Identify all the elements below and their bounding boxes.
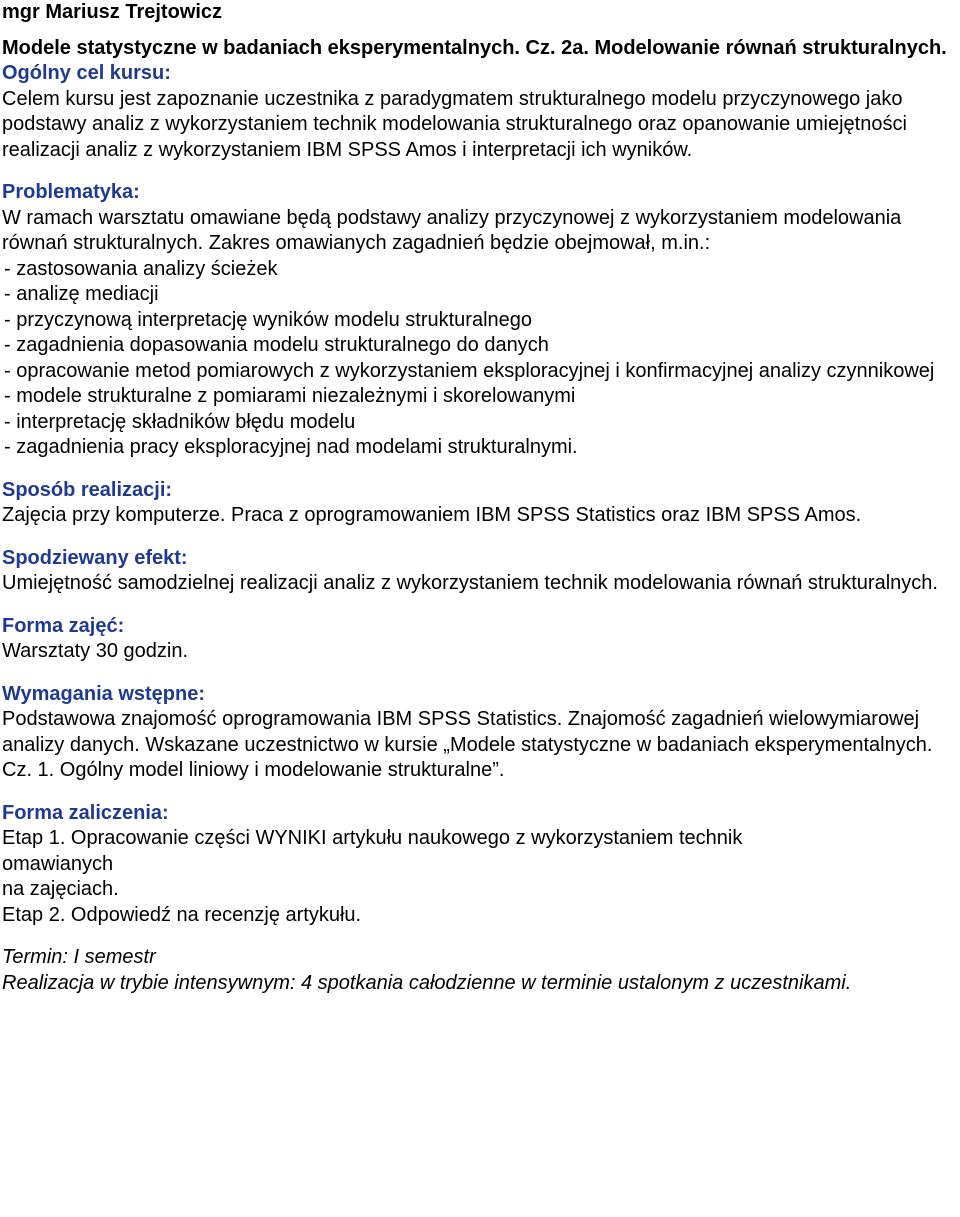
list-item: - analizę mediacji: [4, 283, 159, 305]
section-requirements: [2, 682, 960, 784]
goal-text: Celem kursu jest zapoznanie uczestnika z paradygmatem strukturalnego modelu przyczynowego jako podstawy analiz z wykorzystaniem technik modelowania strukturalnego oraz opanowanie umiejętności realizacji analiz z wykorzystaniem IBM SPSS Amos i interpretacji ich wyników.: [2, 87, 907, 161]
assessment-stage1-line3: na zajęciach.: [2, 878, 119, 900]
section-problems: [2, 180, 960, 461]
section-form: [2, 614, 960, 665]
schedule-term: Termin: I semestr: [2, 946, 156, 968]
section-schedule: [2, 945, 960, 996]
problems-heading: Problematyka:: [2, 181, 140, 203]
assessment-stage2: Etap 2. Odpowiedź na recenzję artykułu.: [2, 903, 362, 926]
list-item: - zagadnienia dopasowania modelu strukturalnego do danych: [4, 334, 549, 356]
schedule-mode: Realizacja w trybie intensywnym: 4 spotkania całodzienne w terminie ustalonym z uczestnikami.: [2, 971, 852, 994]
form-text: Warsztaty 30 godzin.: [2, 640, 189, 662]
requirements-heading: Wymagania wstępne:: [2, 682, 206, 705]
outcome-text: Umiejętność samodzielnej realizacji analiz z wykorzystaniem technik modelowania równań strukturalnych.: [2, 572, 938, 594]
list-item: - interpretację składników błędu modelu: [4, 410, 356, 433]
assessment-heading: Forma zaliczenia:: [2, 801, 169, 824]
method-heading: Sposób realizacji:: [2, 478, 173, 501]
course-title: Modele statystyczne w badaniach eksperymentalnych. Cz. 2a. Modelowanie równań strukturalnych.: [2, 36, 947, 59]
assessment-stage1-line2: omawianych: [2, 852, 114, 875]
section-assessment: [2, 801, 960, 929]
list-item: - opracowanie metod pomiarowych z wykorzystaniem eksploracyjnej i konfirmacyjnej analizy czynnikowej: [4, 359, 935, 382]
section-outcome: [2, 546, 960, 597]
requirements-text: Podstawowa znajomość oprogramowania IBM SPSS Statistics. Znajomość zagadnień wielowymiarowej analizy danych. Wskazane uczestnictwo w kursie „Modele statystyczne w badaniach eksperymentalnych. Cz. 1. Ogólny model liniowy i modelowanie strukturalne”.: [2, 708, 933, 781]
section-goal: [2, 61, 960, 163]
problems-list: [2, 257, 960, 461]
outcome-heading: Spodziewany efekt:: [2, 546, 188, 569]
goal-heading: Ogólny cel kursu:: [2, 62, 171, 84]
list-item: - modele strukturalne z pomiarami niezależnymi i skorelowanymi: [4, 385, 576, 407]
list-item: - zagadnienia pracy eksploracyjnej nad modelami strukturalnymi.: [4, 436, 578, 458]
assessment-stage1-line1: Etap 1. Opracowanie części WYNIKI artykułu naukowego z wykorzystaniem technik: [2, 827, 743, 849]
author-name: mgr Mariusz Trejtowicz: [2, 1, 223, 23]
section-method: [2, 478, 960, 529]
list-item: - zastosowania analizy ścieżek: [4, 257, 278, 280]
form-heading: Forma zajęć:: [2, 614, 125, 637]
list-item: - przyczynową interpretację wyników modelu strukturalnego: [4, 308, 533, 331]
method-text: Zajęcia przy komputerze. Praca z oprogramowaniem IBM SPSS Statistics oraz IBM SPSS Amos.: [2, 504, 862, 526]
problems-intro: W ramach warsztatu omawiane będą podstawy analizy przyczynowej z wykorzystaniem modelowania równań strukturalnych. Zakres omawianych zagadnień będzie obejmował, m.in.:: [2, 206, 902, 254]
